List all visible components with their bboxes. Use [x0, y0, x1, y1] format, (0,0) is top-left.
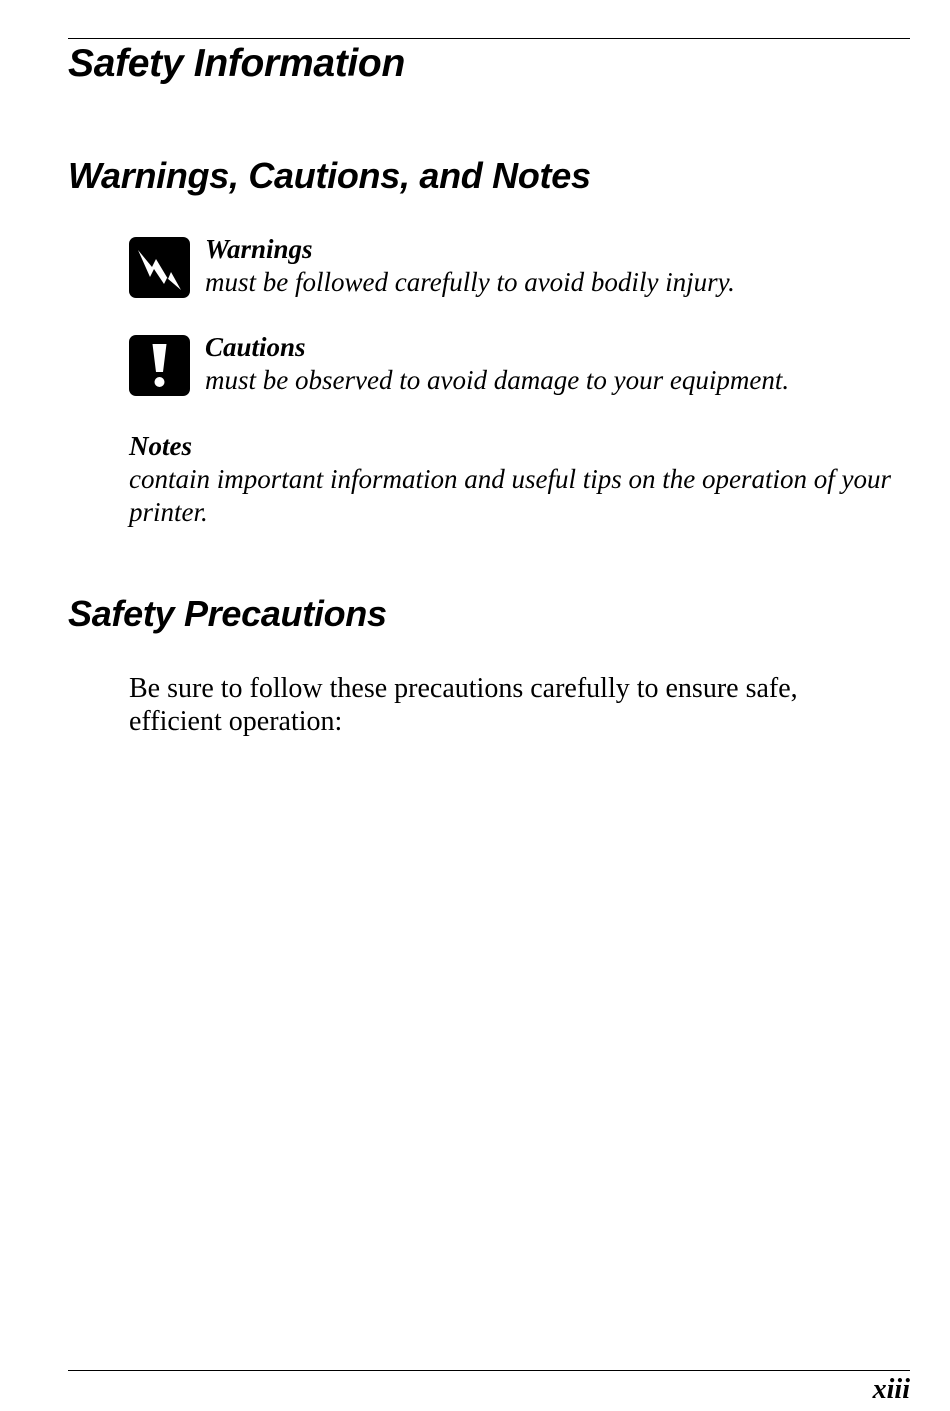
note-definition [129, 430, 914, 529]
exclamation-icon [129, 335, 190, 396]
warning-description: must be followed carefully to avoid bodily injury. [205, 267, 735, 297]
note-term: Notes [129, 431, 192, 461]
page-title: Safety Information [68, 42, 405, 85]
note-description: contain important information and useful tips on the operation of your printer. [129, 464, 891, 527]
page-number: xiii [872, 1374, 910, 1405]
lightning-bolt-icon [129, 237, 190, 298]
warning-definition [205, 233, 905, 299]
caution-description: must be observed to avoid damage to your equipment. [205, 365, 790, 395]
precautions-section-heading: Safety Precautions [68, 593, 387, 634]
caution-definition [205, 331, 905, 397]
warning-term: Warnings [205, 234, 313, 264]
warnings-section-heading: Warnings, Cautions, and Notes [68, 155, 591, 196]
caution-term: Cautions [205, 332, 306, 362]
precautions-intro: Be sure to follow these precautions carefully to ensure safe, efficient operation: [129, 673, 798, 737]
bottom-rule [68, 1370, 910, 1371]
top-rule [68, 38, 910, 39]
